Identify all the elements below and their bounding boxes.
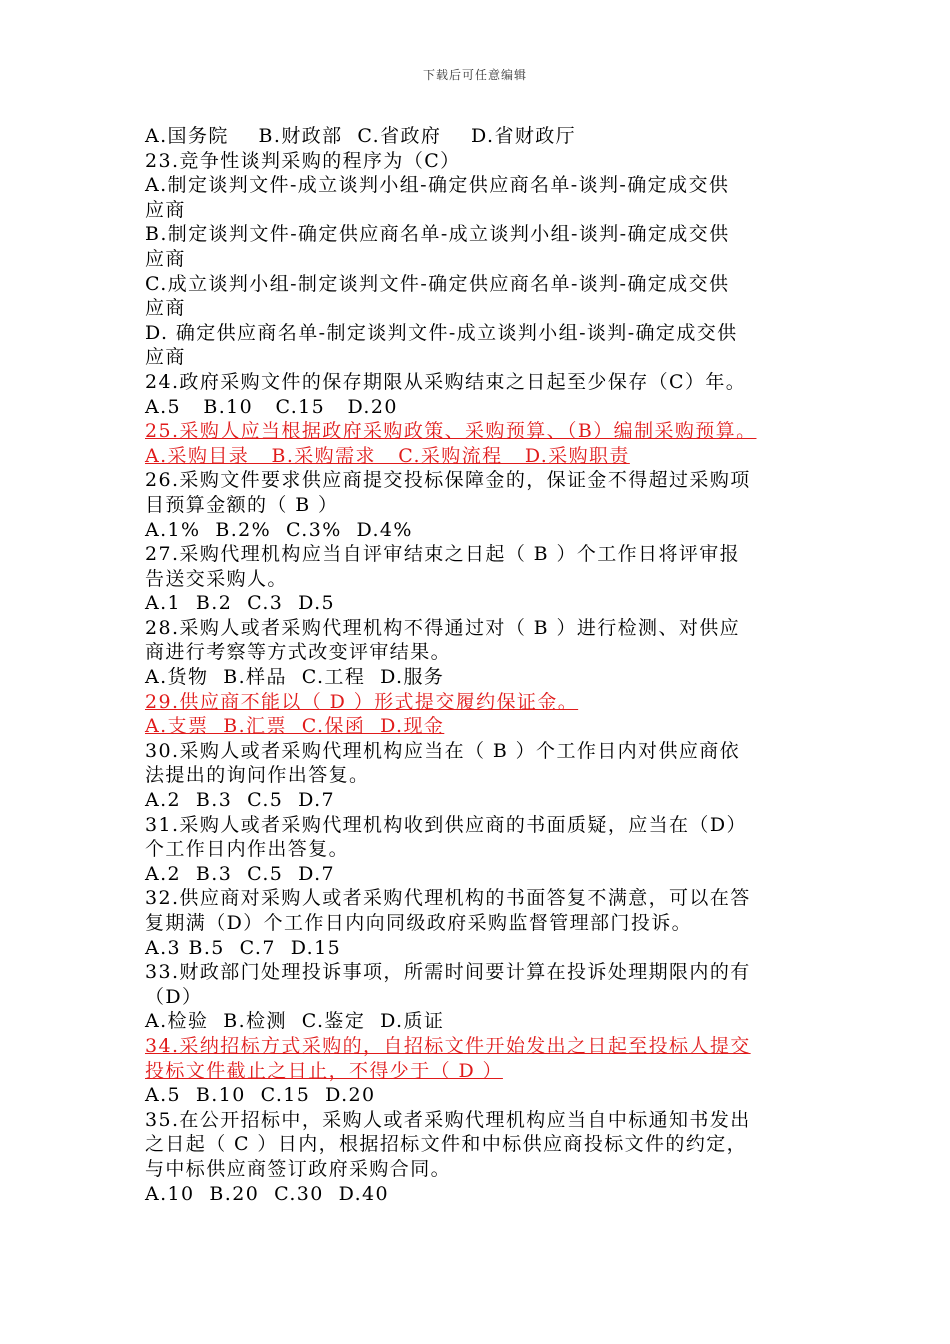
highlighted-text-line: A.采购目录 B.采购需求 C.采购流程 D.采购职责 — [145, 444, 630, 467]
text-line: 应商 — [145, 346, 186, 369]
text-line: A.1 B.2 C.3 D.5 — [145, 592, 336, 615]
text-line: 31.采购人或者采购代理机构收到供应商的书面质疑，应当在（D） — [145, 813, 747, 836]
text-line: A.制定谈判文件-成立谈判小组-确定供应商名单-谈判-确定成交供 — [145, 174, 730, 197]
highlighted-text-line: A.支票 B.汇票 C.保函 D.现金 — [145, 715, 445, 738]
text-line: （D） — [145, 985, 203, 1008]
text-line: 28.采购人或者采购代理机构不得通过对（ B ）进行检测、对供应 — [145, 616, 741, 639]
highlighted-text-line: 34.采纳招标方式采购的，自招标文件开始发出之日起至投标人提交 — [145, 1034, 751, 1057]
text-line: 应商 — [145, 297, 186, 320]
text-line: 35.在公开招标中，采购人或者采购代理机构应当自中标通知书发出 — [145, 1108, 751, 1131]
text-line: A.国务院 B.财政部 C.省政府 D.省财政厅 — [145, 125, 577, 147]
text-line: A.10 B.20 C.30 D.40 — [145, 1182, 390, 1205]
text-line: 26.采购文件要求供应商提交投标保障金的，保证金不得超过采购项 — [145, 469, 751, 492]
highlighted-text-line: 29.供应商不能以（ D ）形式提交履约保证金。 — [145, 690, 579, 713]
text-line: 之日起（ C ）日内，根据招标文件和中标供应商投标文件的约定， — [145, 1133, 748, 1156]
text-line: 商进行考察等方式改变评审结果。 — [145, 641, 452, 664]
text-line: 32.供应商对采购人或者采购代理机构的书面答复不满意，可以在答 — [145, 887, 751, 910]
text-line: A.检验 B.检测 C.鉴定 D.质证 — [145, 1010, 445, 1033]
text-line: 与中标供应商签订政府采购合同。 — [145, 1157, 452, 1180]
highlighted-text-line: 投标文件截止之日止，不得少于（ D ） — [145, 1059, 503, 1082]
text-line: 27.采购代理机构应当自评审结束之日起（ B ）个工作日将评审报 — [145, 543, 741, 566]
text-line: 应商 — [145, 198, 186, 221]
text-line: A.2 B.3 C.5 D.7 — [145, 789, 336, 812]
text-line: 33.财政部门处理投诉事项，所需时间要计算在投诉处理期限内的有 — [145, 961, 751, 984]
text-line: 复期满（D）个工作日内向同级政府采购监督管理部门投诉。 — [145, 912, 693, 934]
text-line: 应商 — [145, 247, 186, 270]
text-line: 法提出的询问作出答复。 — [145, 764, 370, 787]
text-line: A.5 B.10 C.15 D.20 — [145, 1084, 376, 1107]
text-line: A.3 B.5 C.7 D.15 — [145, 936, 342, 959]
highlighted-text-line: 25.采购人应当根据政府采购政策、采购预算、（B）编制采购预算。 — [145, 420, 757, 443]
text-line: 告送交采购人。 — [145, 567, 288, 590]
document-body — [145, 124, 810, 1206]
text-line: A.货物 B.样品 C.工程 D.服务 — [145, 666, 445, 689]
text-line: 24.政府采购文件的保存期限从采购结束之日起至少保存（C）年。 — [145, 370, 747, 393]
text-line: 30.采购人或者采购代理机构应当在（ B ）个工作日内对供应商依 — [145, 739, 741, 762]
text-line: D. 确定供应商名单-制定谈判文件-成立谈判小组-谈判-确定成交供 — [145, 321, 738, 344]
text-line: C.成立谈判小组-制定谈判文件-确定供应商名单-谈判-确定成交供 — [145, 272, 730, 295]
text-line: 目预算金额的（ B ） — [145, 493, 339, 516]
page-header-note: 下载后可任意编辑 — [422, 68, 527, 82]
text-line: A.2 B.3 C.5 D.7 — [145, 862, 336, 885]
text-line: A.1% B.2% C.3% D.4% — [145, 518, 413, 541]
text-line: B.制定谈判文件-确定供应商名单-成立谈判小组-谈判-确定成交供 — [145, 223, 730, 246]
text-line: 23.竞争性谈判采购的程序为（C） — [145, 149, 461, 172]
text-line: 个工作日内作出答复。 — [145, 838, 350, 861]
text-line: A.5 B.10 C.15 D.20 — [145, 395, 398, 418]
